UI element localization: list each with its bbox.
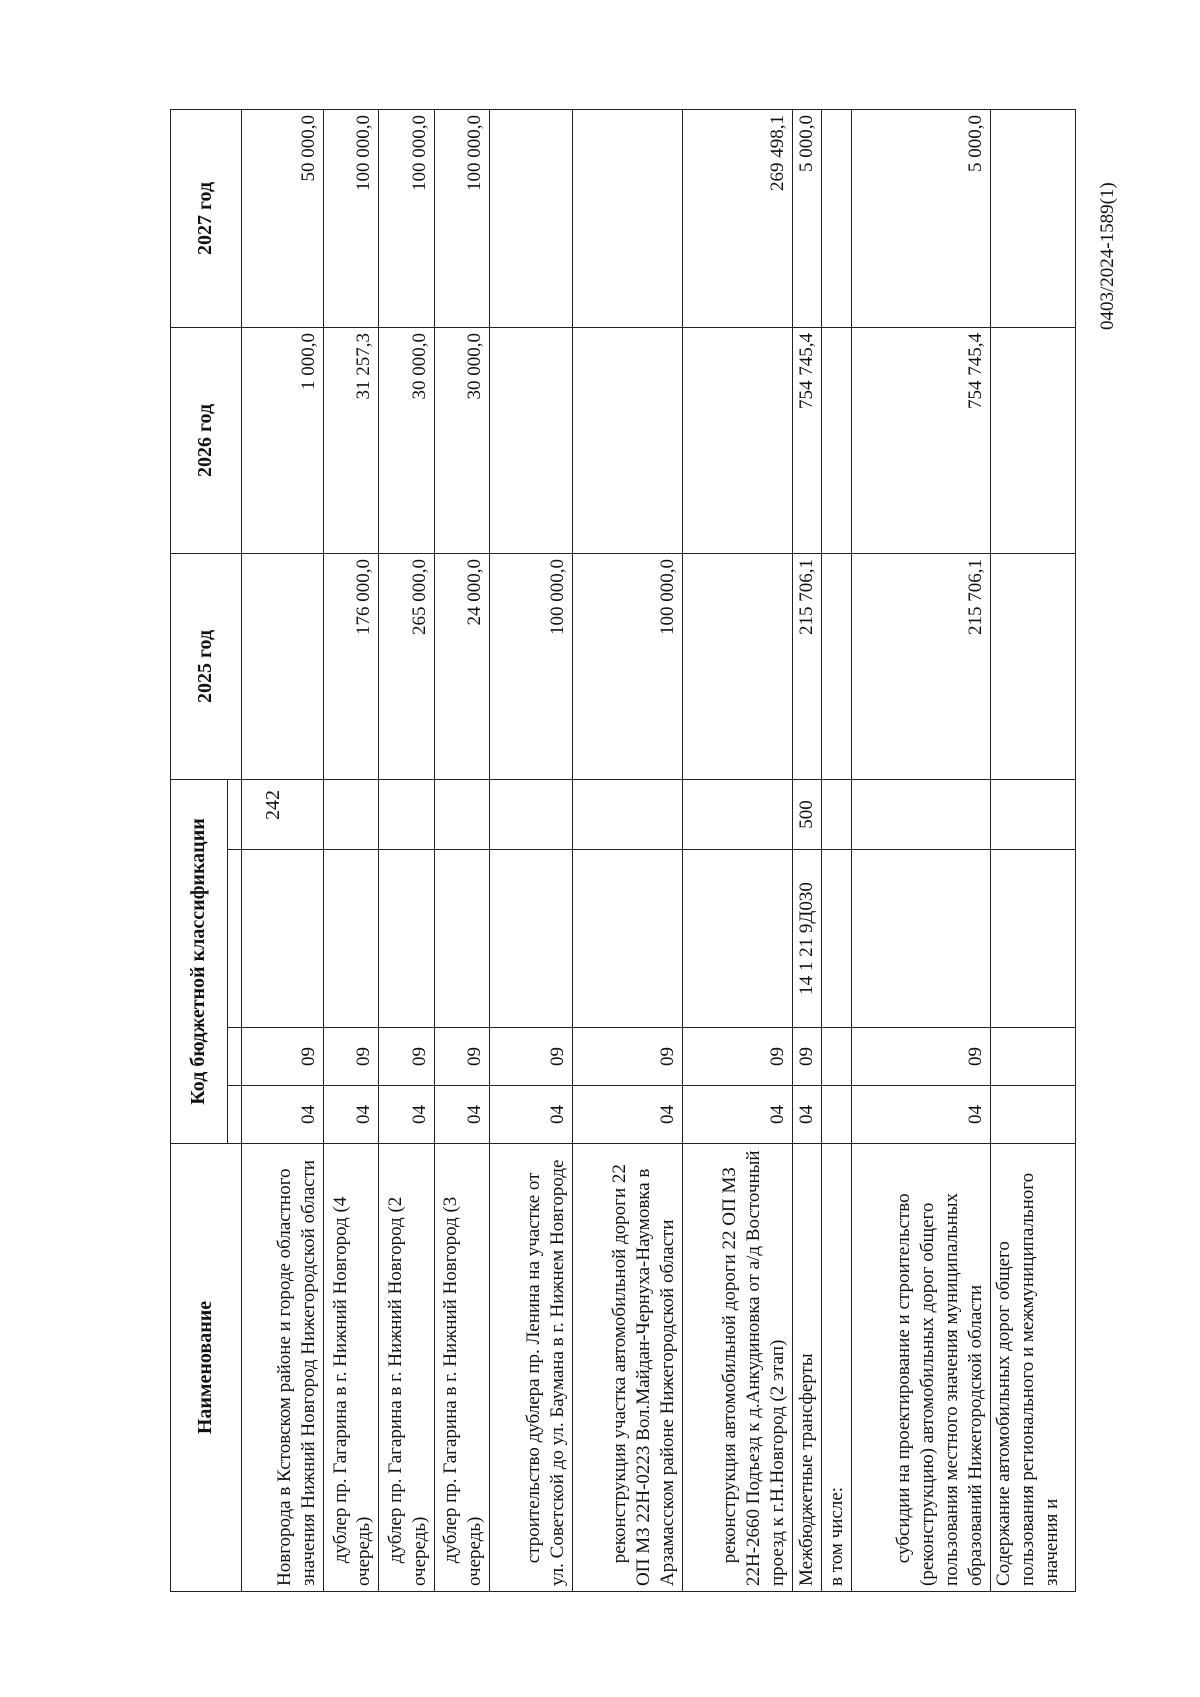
header-name: Наименование [171,1144,242,1592]
row-code-expense-type [682,779,792,849]
row-code-article [242,850,324,1028]
header-code: Код бюджетной классификации [171,779,228,1143]
budget-table-container [170,110,1076,1592]
page-number: 242 [262,790,284,820]
row-code-expense-type [490,779,573,849]
row-value-2027 [490,109,573,327]
row-value-2027: 100 000,0 [434,109,489,327]
row-value-2025 [682,553,792,779]
row-code-subsection: 09 [324,1028,379,1086]
row-code-article [379,850,434,1028]
row-code-subsection: 09 [490,1028,573,1086]
row-value-2026 [990,327,1075,553]
table-row [822,109,852,1591]
table-row [852,109,990,1591]
row-code-subsection: 09 [379,1028,434,1086]
row-code-subsection: 09 [434,1028,489,1086]
row-name: строительство дублера пр. Ленина на участке от ул. Советской до ул. Баумана в г. Нижнем Новгороде [490,1144,573,1592]
row-value-2026: 754 745,4 [852,327,990,553]
header-code-sub [228,850,242,1028]
table-row [573,109,683,1591]
row-code-article [324,850,379,1028]
row-code-section: 04 [434,1086,489,1144]
row-value-2026: 30 000,0 [434,327,489,553]
row-name: дублер пр. Гагарина в г. Нижний Новгород (4 очередь) [324,1144,379,1592]
row-name: Новгорода в Кстовском районе и городе областного значения Нижний Новгород Нижегородской области [242,1144,324,1592]
row-code-expense-type [379,779,434,849]
row-value-2027: 50 000,0 [242,109,324,327]
row-code-subsection: 09 [573,1028,683,1086]
row-value-2025: 100 000,0 [490,553,573,779]
table-row [990,109,1075,1591]
row-code-article [852,850,990,1028]
row-code-article [682,850,792,1028]
row-value-2027: 5 000,0 [792,109,822,327]
header-2026: 2026 год [171,327,242,553]
row-code-expense-type: 500 [792,779,822,849]
row-code-expense-type [324,779,379,849]
row-value-2025 [990,553,1075,779]
row-name: субсидии на проектирование и строительство (реконструкцию) автомобильных дорог общего пользования местного значения муниципальных образований Нижегородской области [852,1144,990,1592]
table-header-row [171,109,228,1591]
row-code-section: 04 [379,1086,434,1144]
row-name: реконструкция участка автомобильной дороги 22 ОП МЗ 22Н-0223 Вол.Майдан-Чернуха-Наумовка в Арзамасском районе Нижегородской области [573,1144,683,1592]
row-value-2026 [682,327,792,553]
header-code-sub [228,779,242,849]
row-code-section: 04 [324,1086,379,1144]
document-id: 0403/2024-1589(1) [1097,182,1118,330]
row-value-2027: 269 498,1 [682,109,792,327]
row-value-2027: 5 000,0 [852,109,990,327]
row-code-subsection [990,1028,1075,1086]
row-code-section [822,1086,852,1144]
row-value-2026: 30 000,0 [379,327,434,553]
row-code-section: 04 [792,1086,822,1144]
row-code-expense-type [242,779,324,849]
table-row [434,109,489,1591]
row-value-2027: 100 000,0 [379,109,434,327]
row-code-subsection [822,1028,852,1086]
row-name: Содержание автомобильных дорог общего пользования регионального и межмуниципального значения и [990,1144,1075,1592]
row-code-section [990,1086,1075,1144]
row-value-2025 [822,553,852,779]
row-code-subsection: 09 [242,1028,324,1086]
row-value-2027 [573,109,683,327]
row-value-2027 [990,109,1075,327]
row-code-article [822,850,852,1028]
row-code-article: 14 1 21 9Д030 [792,850,822,1028]
row-value-2025: 215 706,1 [852,553,990,779]
table-row [682,109,792,1591]
row-code-expense-type [990,779,1075,849]
row-value-2027 [822,109,852,327]
header-code-sub [228,1028,242,1086]
row-value-2026: 31 257,3 [324,327,379,553]
row-name: дублер пр. Гагарина в г. Нижний Новгород (2 очередь) [379,1144,434,1592]
row-value-2025: 176 000,0 [324,553,379,779]
row-code-expense-type [434,779,489,849]
table-row [242,109,324,1591]
row-code-section: 04 [490,1086,573,1144]
row-value-2026 [573,327,683,553]
table-row [792,109,822,1591]
header-code-sub [228,1086,242,1144]
row-code-expense-type [852,779,990,849]
row-value-2025: 265 000,0 [379,553,434,779]
row-code-expense-type [573,779,683,849]
budget-table [170,109,1076,1592]
row-code-article [573,850,683,1028]
table-row [324,109,379,1591]
row-value-2026: 1 000,0 [242,327,324,553]
row-code-subsection: 09 [792,1028,822,1086]
header-2025: 2025 год [171,553,242,779]
row-value-2025: 215 706,1 [792,553,822,779]
row-value-2025 [242,553,324,779]
row-code-section: 04 [242,1086,324,1144]
row-code-subsection: 09 [852,1028,990,1086]
row-value-2027: 100 000,0 [324,109,379,327]
row-name: Межбюджетные трансферты [792,1144,822,1592]
row-code-subsection: 09 [682,1028,792,1086]
table-row [379,109,434,1591]
row-name: реконструкция автомобильной дороги 22 ОП МЗ 22Н-2660 Подъезд к д.Анкудиновка от а/д Восточный проезд к г.Н.Новгород (2 этап) [682,1144,792,1592]
row-value-2026 [822,327,852,553]
header-2027: 2027 год [171,109,242,327]
row-code-article [490,850,573,1028]
row-code-expense-type [822,779,852,849]
row-name: дублер пр. Гагарина в г. Нижний Новгород (3 очередь) [434,1144,489,1592]
row-code-section: 04 [682,1086,792,1144]
row-name: в том числе: [822,1144,852,1592]
row-code-article [434,850,489,1028]
row-value-2025: 100 000,0 [573,553,683,779]
row-value-2025: 24 000,0 [434,553,489,779]
row-value-2026: 754 745,4 [792,327,822,553]
row-code-article [990,850,1075,1028]
row-code-section: 04 [573,1086,683,1144]
table-row [490,109,573,1591]
row-value-2026 [490,327,573,553]
row-code-section: 04 [852,1086,990,1144]
